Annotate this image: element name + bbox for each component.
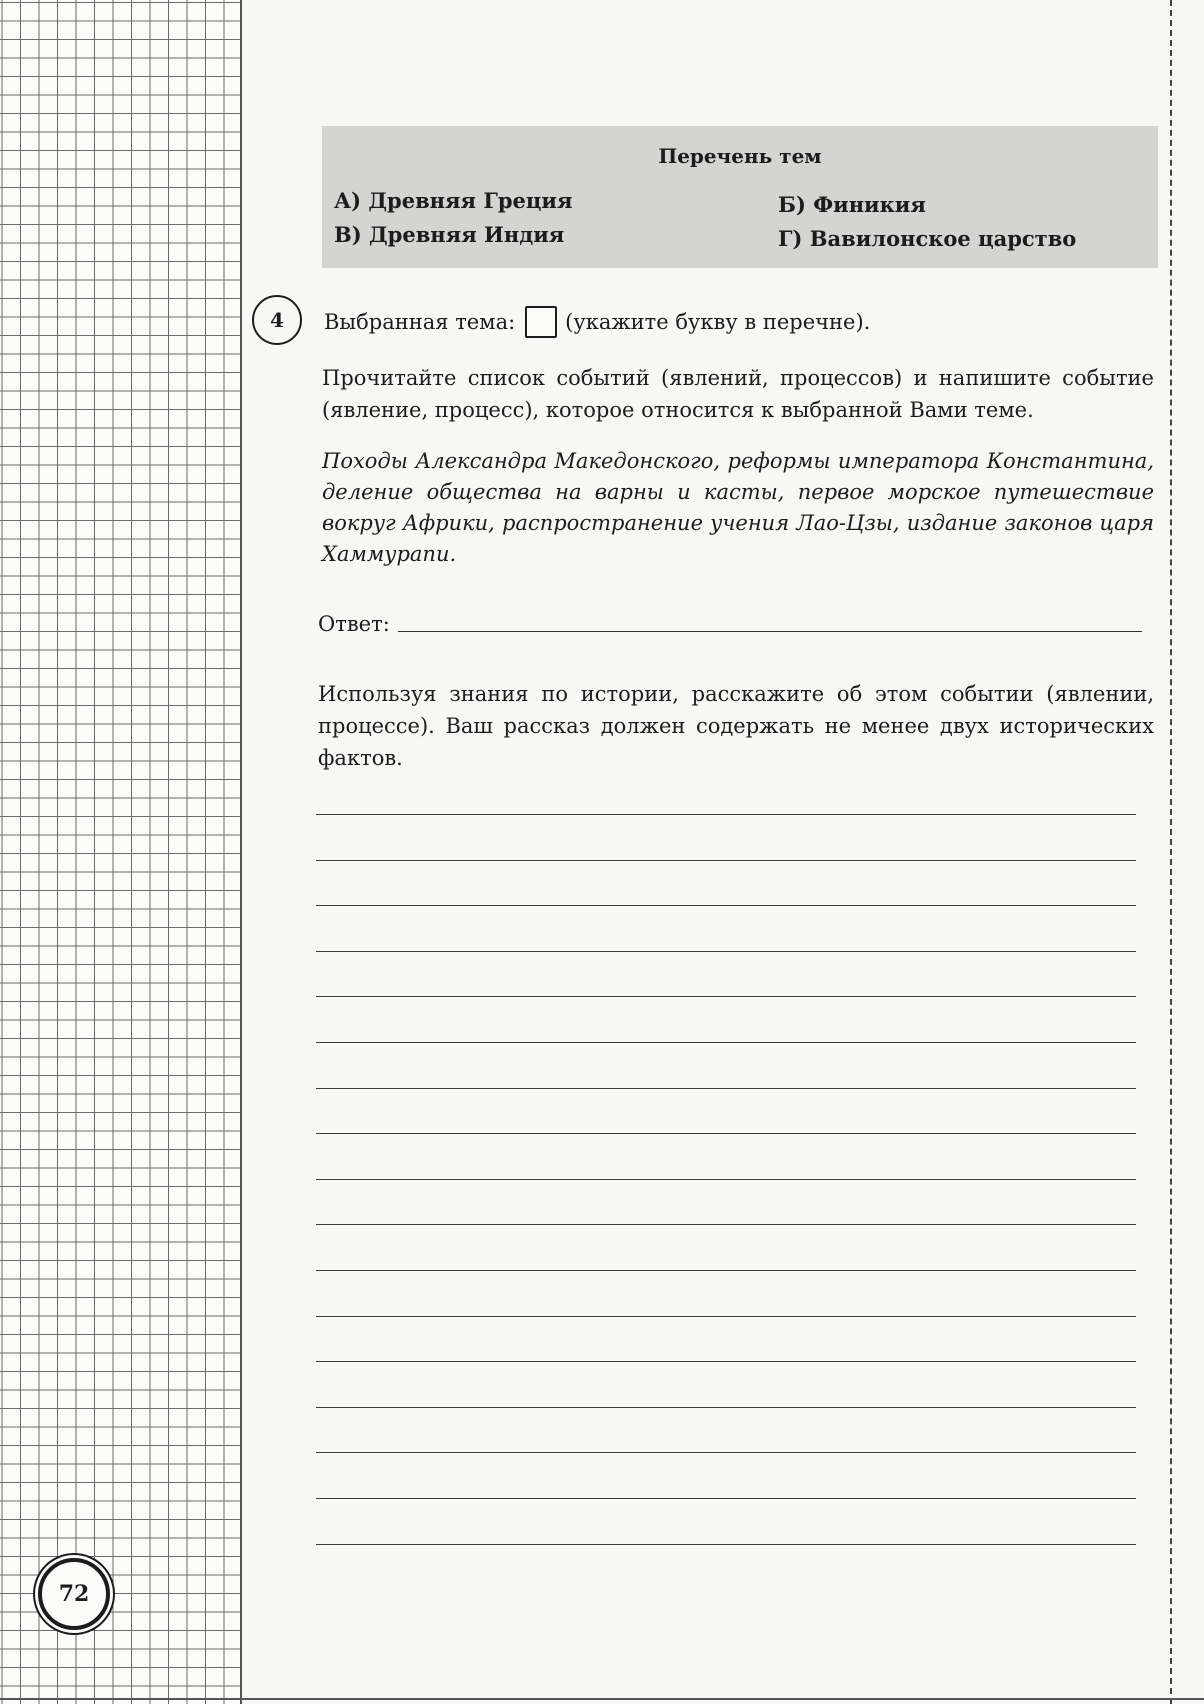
topics-title: Перечень тем (658, 144, 822, 168)
writing-line[interactable] (316, 1452, 1136, 1453)
topic-b: Б) Финикия (778, 192, 926, 217)
story-prompt: Используя знания по истории, расскажите об этом событии (явлении, процессе). Ваш рассказ должен содержать не менее двух исторических фактов. (318, 682, 1154, 770)
task-instruction: Прочитайте список событий (явлений, процессов) и напишите событие (явление, процесс), которое относится к выбранной Вами теме. (322, 366, 1154, 422)
writing-line[interactable] (316, 1224, 1136, 1225)
writing-line[interactable] (316, 1316, 1136, 1317)
writing-line[interactable] (316, 1407, 1136, 1408)
topic-a: А) Древняя Греция (334, 188, 573, 213)
answer-line[interactable] (398, 631, 1142, 632)
writing-line[interactable] (316, 1498, 1136, 1499)
page-number: 72 (38, 1558, 110, 1630)
writing-line[interactable] (316, 996, 1136, 997)
writing-line[interactable] (316, 905, 1136, 906)
writing-line[interactable] (316, 1042, 1136, 1043)
writing-line[interactable] (316, 1133, 1136, 1134)
topic-g: Г) Вавилонское царство (778, 226, 1077, 251)
writing-line[interactable] (316, 1361, 1136, 1362)
events-list: Походы Александра Македонского, реформы императора Константина, деление общества на варны и касты, первое морское путешествие вокруг Африки, распространение учения Лао-Цзы, издание законов царя Хаммурапи. (322, 449, 1154, 566)
bottom-rule (0, 1698, 1204, 1700)
writing-line[interactable] (316, 1179, 1136, 1180)
chosen-topic-row (324, 306, 870, 338)
writing-line[interactable] (316, 860, 1136, 861)
writing-line[interactable] (316, 1088, 1136, 1089)
margin-grid (0, 0, 242, 1704)
answer-label: Ответ: (318, 612, 390, 636)
writing-line[interactable] (316, 951, 1136, 952)
cut-line (1170, 0, 1172, 1704)
topic-letter-box[interactable] (525, 306, 557, 338)
writing-line[interactable] (316, 1544, 1136, 1545)
answer-row (318, 612, 1142, 636)
writing-line[interactable] (316, 814, 1136, 815)
task-number: 4 (252, 295, 302, 345)
topics-box (322, 126, 1158, 268)
chosen-topic-hint: (укажите букву в перечне). (565, 310, 871, 334)
topic-v: В) Древняя Индия (334, 222, 565, 247)
chosen-topic-label: Выбранная тема: (324, 310, 516, 334)
writing-line[interactable] (316, 1270, 1136, 1271)
